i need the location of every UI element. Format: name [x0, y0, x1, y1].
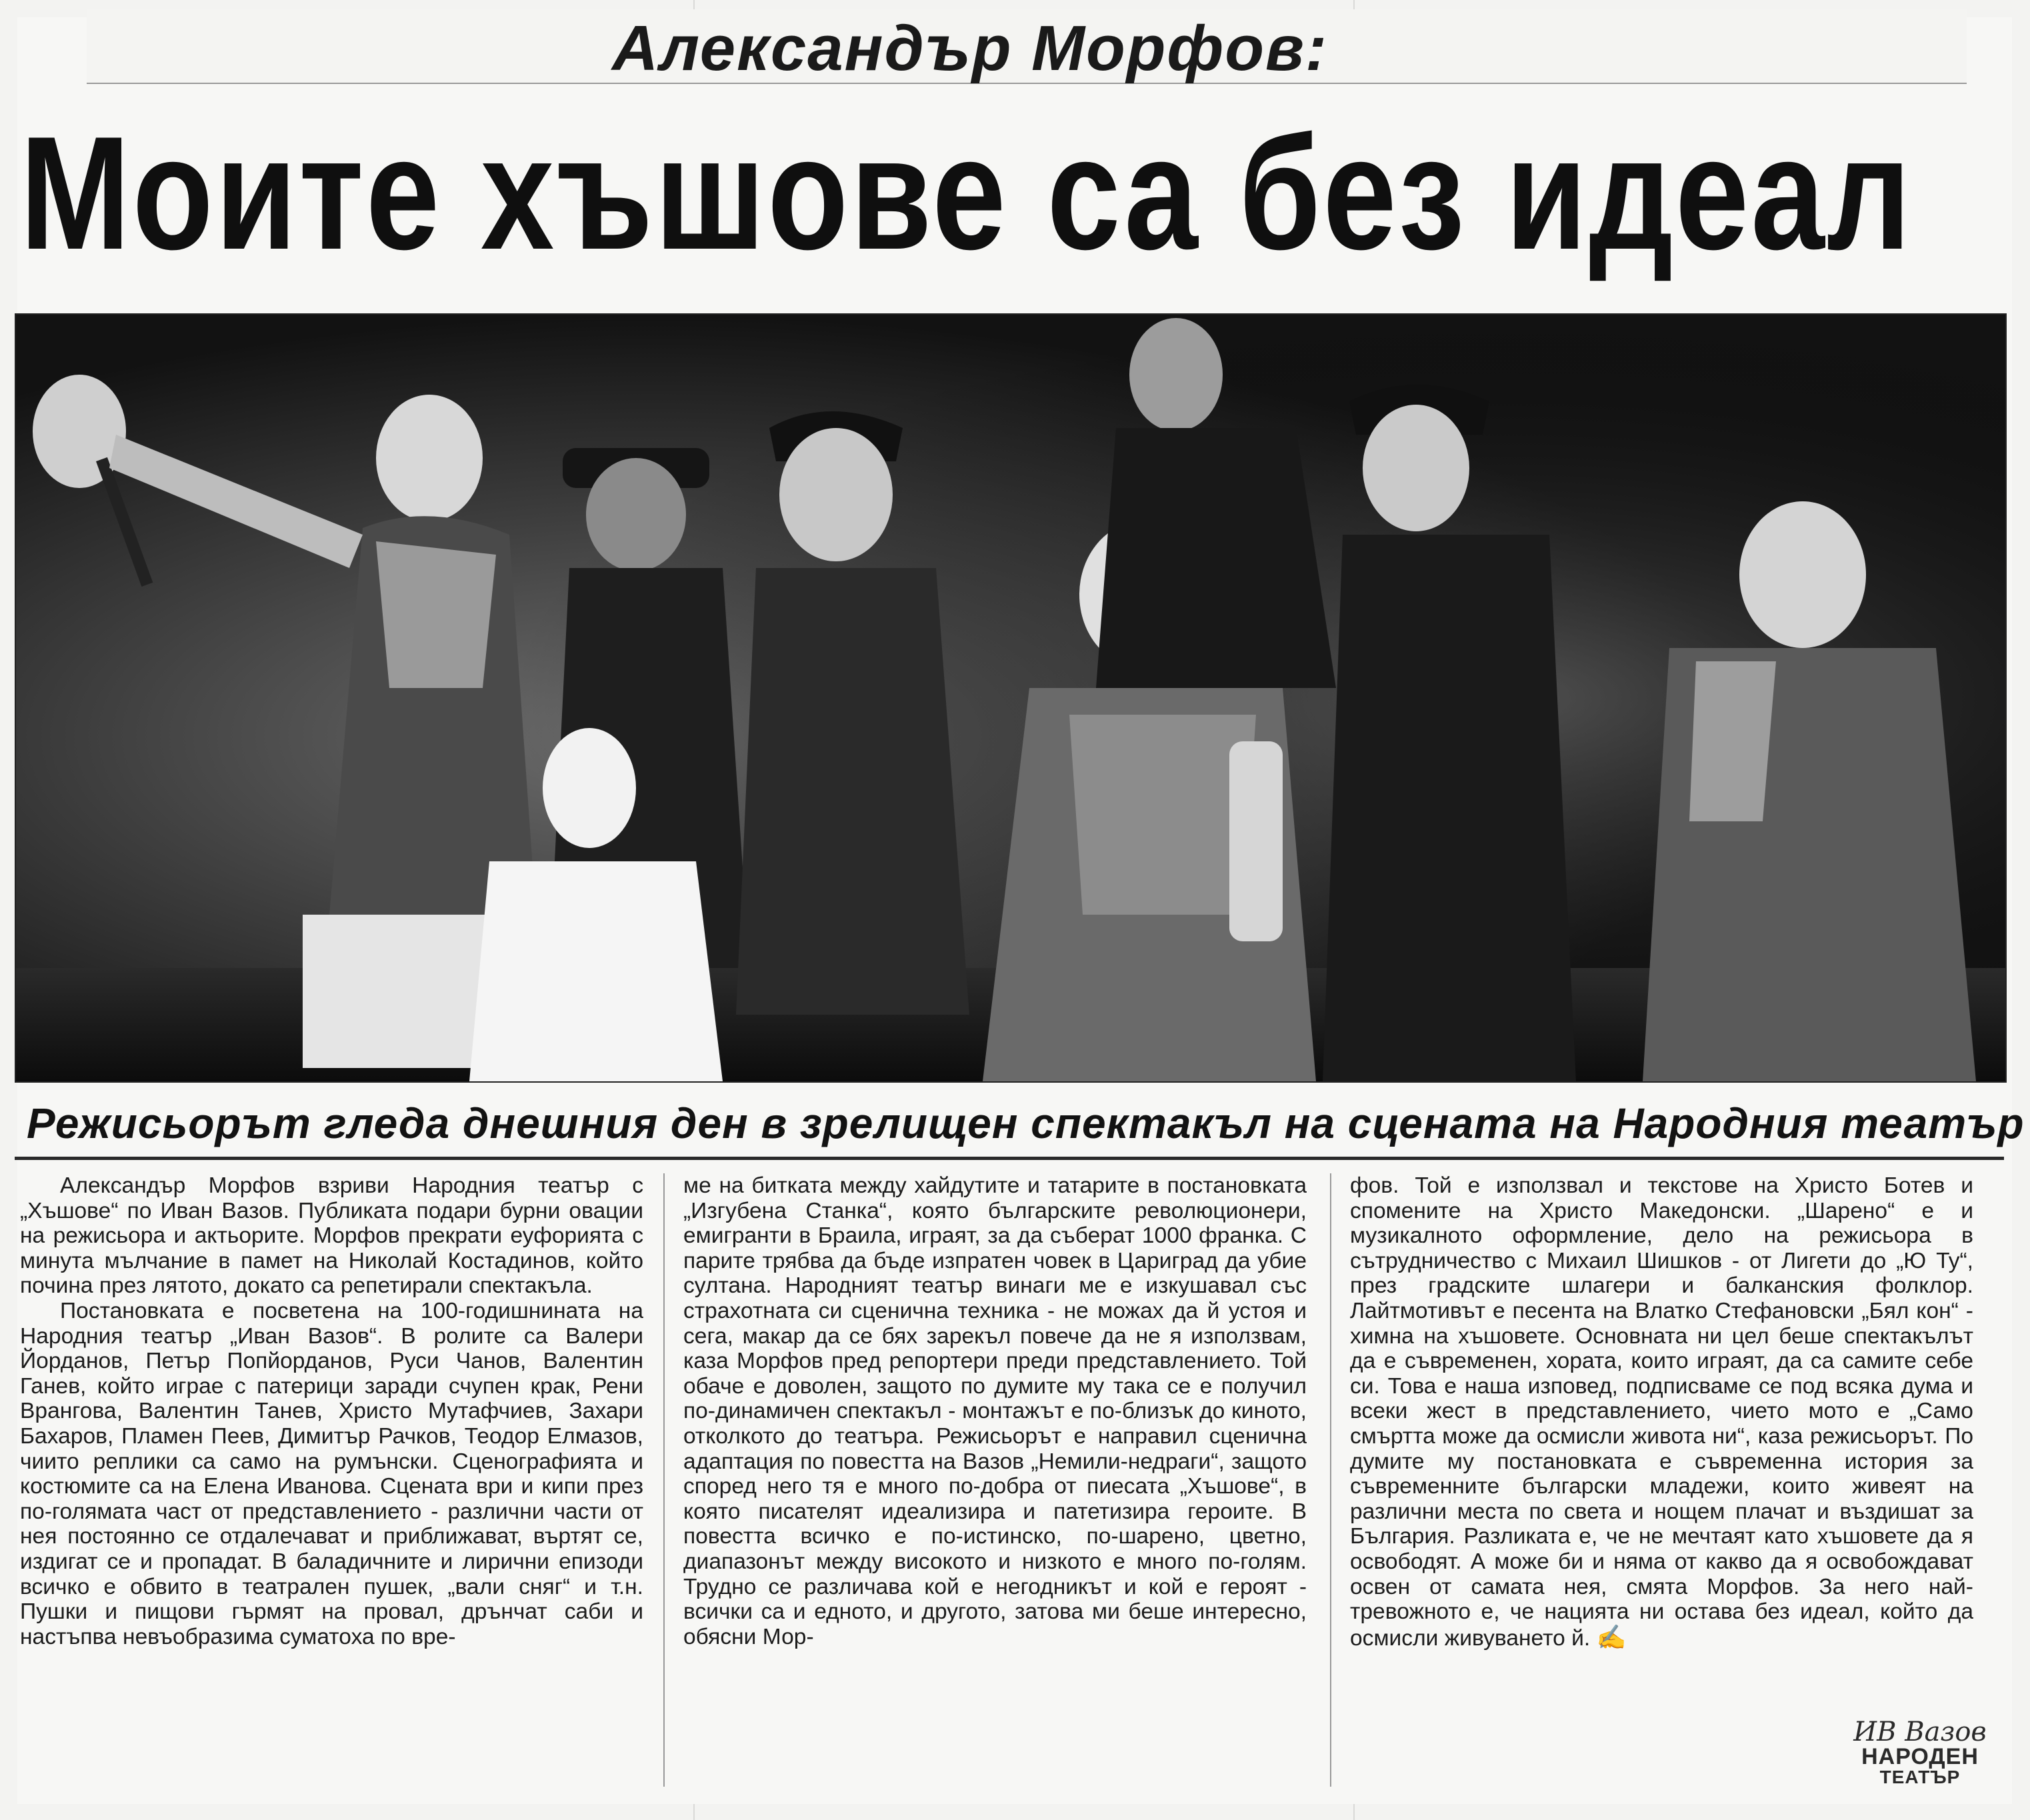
- column-divider: [663, 1173, 665, 1787]
- stage-photo: [15, 313, 2007, 1083]
- paragraph: Александър Морфов взриви Народния театър с „Хъшове“ по Иван Вазов. Публиката подари бурни овации на режисьора и актьорите. Морфов прекрати еуфорията с минута мълчание в памет на Николай Костадинов, който почина през лятото, докато са репетирали спектакъла.: [20, 1173, 643, 1299]
- text-column-3: [1350, 1173, 1973, 1793]
- text-column-2: [683, 1173, 1307, 1793]
- stamp-line-1: НАРОДЕН: [1861, 1744, 1979, 1769]
- stamp-signature: ИВ Вазов: [1853, 1717, 1987, 1747]
- text-column-1: [20, 1173, 643, 1793]
- national-theatre-stamp: [1853, 1719, 1987, 1792]
- article-kicker: Александър Морфов:: [612, 13, 1328, 84]
- stamp-line-2: ТЕАТЪР: [1879, 1767, 1961, 1787]
- column-divider: [1330, 1173, 1331, 1787]
- paragraph: Постановката е посветена на 100-годишнината на Народния театър „Иван Вазов“. В ролите са Валери Йорданов, Петър Попйорданов, Руси Чанов, Валентин Ганев, който играе с патерици заради счупен крак, Рени Врангова, Валентин Танев, Христо Мутафчиев, Захари Бахаров, Пламен Пеев, Димитър Рачков, Теодор Елмазов, чиито реплики са само на румънски. Сценографията и костюмите са на Елена Иванова. Сцената ври и кипи през по-голямата част от представлението - различни части от нея постоянно се отдалечават и приближават, въртят се, издигат се и пропадат. В баладичните и лирични епизоди всичко е обвито в театрален пушек, „вали сняг“ и т.н. Пушки и пищови гърмят на провал, дрънчат саби и настъпва невъобразима суматоха по вре-: [20, 1298, 643, 1649]
- paragraph: ме на битката между хайдутите и татарите в постановката „Изгубена Станка“, която българските революционери, емигранти в Браила, играят, за да съберат 1000 франка. С парите трябва да бъде изпратен човек в Цариград да убие султана. Народният театър винаги ме е изкушавал със страхотната си сценична техника - не можах да й устоя и сега, макар да се бях зарекъл повече да не я използвам, каза Морфов пред репортери преди представлението. Той обаче е доволен, защото по думите му така се е получил по-динамичен спектакъл - монтажът е по-близък до киното, отколкото до театъра. Режисьорът е направил сценична адаптация по повестта на Вазов „Немили-недраги“, защото според него тя е много по-добра от пиесата „Хъшове“, в която писателят идеализира и патетизира героите. В повестта всичко е по-истинско, по-шарено, цветно, диапазонът между високото и низкото е много по-голям. Трудно се различава кой е негодникът и кой е героят - всички са и едното, и другото, затова ми беше интересно, обясни Мор-: [683, 1173, 1307, 1649]
- paragraph: [1350, 1173, 1973, 1651]
- divider-rule: [15, 1157, 2004, 1160]
- article-subhead: Режисьорът гледа днешния ден в зрелищен спектакъл на сцената на Народния театър: [27, 1099, 2025, 1147]
- article-headline: Моите хъшове са без идеал: [20, 103, 1913, 283]
- paragraph-text: фов. Той е използвал и текстове на Христо Ботев и спомените на Христо Македонски. „Шарено“ е и музикалното оформление, дело на режисьора в сътрудничество с Михаил Шишков - от Лигети до „Ю Ту“, през градските шлагери и балканския фолклор. Лайтмотивът е песента на Влатко Стефановски „Бял кон“ - химна на хъшовете. Основната ни цел беше спектакълът да е съвременен, хората, които играят, да са самите себе си. Това е наша изповед, подписваме се под всяка дума и всеки жест в представлението, чието мото е „Само смъртта може да осмисли живота ни“, каза режисьорът. По думите му постановката е съвременна история за съвременните български младежи, които живеят на различни места по света и нощем плачат и въздишат за България. Разликата е, че не мечтаят като хъшовете да я освободят. А може би и няма от какво да я освобождават освен от самата нея, смята Морфов. За него най-тревожното е, че нацията ни остава без идеал, който да осмисли живуването й.: [1350, 1173, 1973, 1651]
- end-mark: ✍: [1596, 1623, 1627, 1651]
